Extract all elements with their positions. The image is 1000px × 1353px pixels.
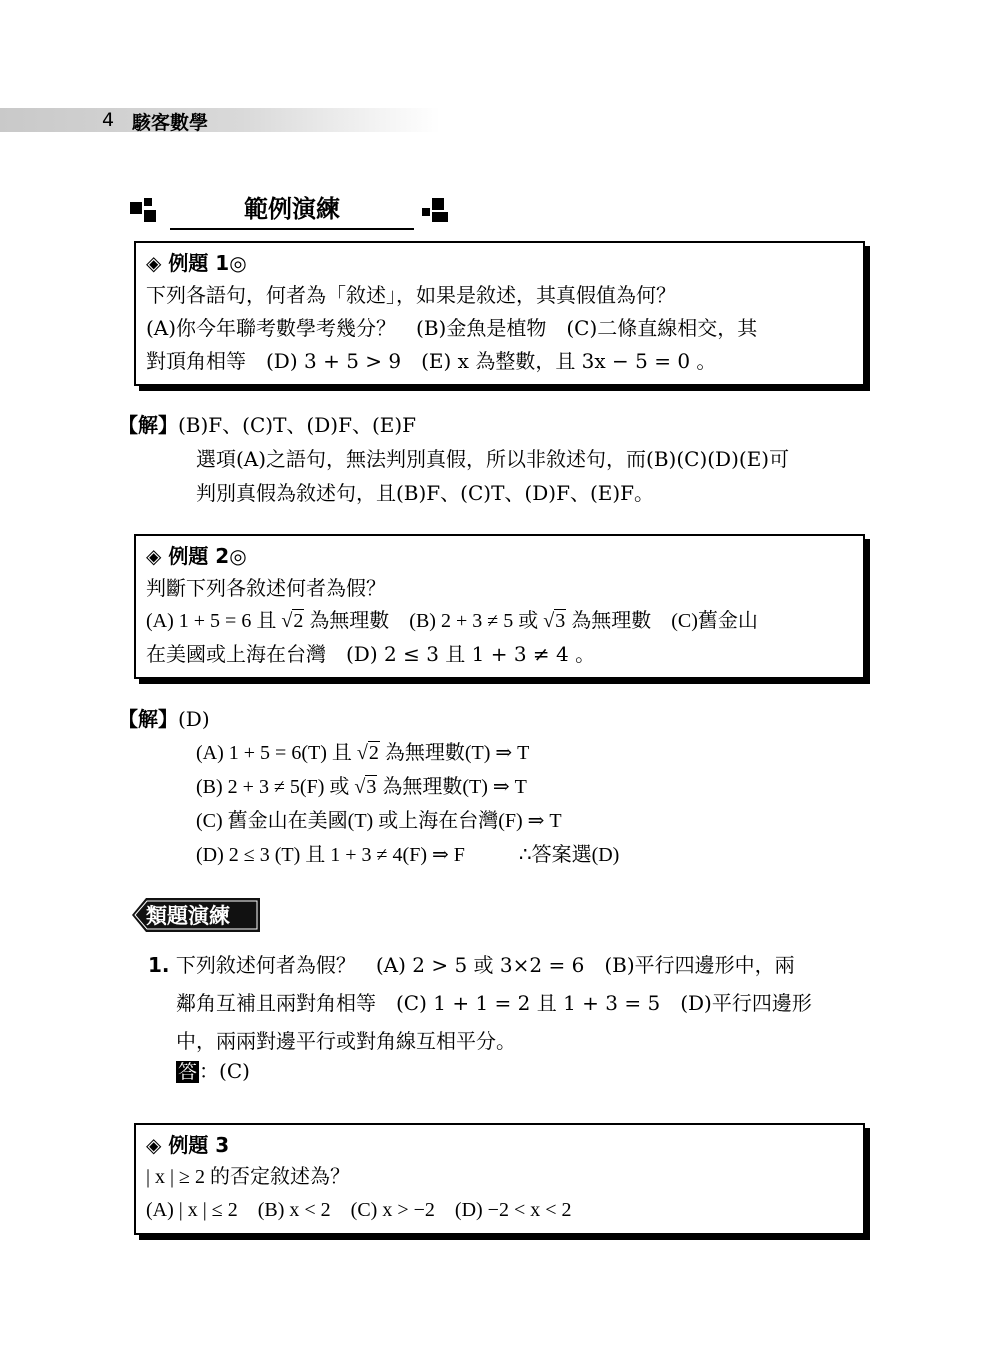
solution-line: 判別真假為敘述句，且(B)F、(C)T、(D)F、(E)F。: [196, 481, 655, 505]
book-title: 駭客數學: [132, 112, 209, 134]
practice-answer: [176, 1056, 250, 1086]
example-3-box: [134, 1123, 865, 1235]
solution-line: (D) 2 ≤ 3 (T) 且 1 + 3 ≠ 4(F) ⇒ F ∴答案選(D): [196, 844, 620, 866]
sqrt-sign: √2: [281, 610, 304, 632]
example-1-box: [134, 241, 865, 386]
running-header: [0, 108, 440, 132]
example-3-line: | x | ≥ 2 的否定敘述為？: [146, 1166, 350, 1188]
section-title: 範例演練: [170, 192, 414, 230]
example-2-line: 在美國或上海在台灣 (D) 2 ≤ 3 且 1 + 3 ≠ 4 。: [146, 642, 596, 666]
solution-answer: (B)F、(C)T、(D)F、(E)F: [178, 413, 417, 437]
practice-tab-label: 類題演練: [146, 903, 230, 928]
practice-question-1: [148, 946, 812, 1060]
example-1-line: 對頂角相等 (D) 3 + 5 > 9 (E) x 為整數，且 3x − 5 = 0 。: [146, 349, 717, 373]
example-1-line: (A)你今年聯考數學考幾分？ (B)金魚是植物 (C)二條直線相交，其: [146, 316, 758, 340]
example-1-title: ◈ 例題 1◎: [146, 251, 247, 275]
solution-label: 【解】: [118, 413, 178, 437]
square-ornament-left-icon: [130, 198, 158, 222]
example-2-line: (A) 1 + 5 = 6 且 √2 為無理數 (B) 2 + 3 ≠ 5 或 √3 為無理數 (C)舊金山: [146, 605, 855, 638]
solution-2: [118, 702, 619, 872]
sqrt-sign: √3: [543, 610, 566, 632]
practice-tab: [132, 898, 260, 932]
conclusion: ∴答案選(D): [518, 844, 620, 866]
solution-line: (C) 舊金山在美國(T) 或上海在台灣(F) ⇒ T: [196, 810, 562, 832]
answer-tag: 答: [178, 1061, 198, 1083]
question-number: 1.: [148, 953, 170, 977]
square-ornament-right-icon: [422, 198, 450, 222]
solution-line: (B) 2 + 3 ≠ 5(F) 或 √3 為無理數(T) ⇒ T: [118, 770, 619, 804]
solution-line: 選項(A)之語句，無法判別真假，所以非敘述句，而(B)(C)(D)(E)可: [196, 447, 790, 471]
sqrt-sign: √2: [356, 742, 379, 764]
example-3-line: (A) | x | ≤ 2 (B) x < 2 (C) x > −2 (D) −2 < x < 2: [146, 1199, 572, 1221]
question-line: 下列敘述何者為假？ (A) 2 > 5 或 3×2 = 6 (B)平行四邊形中，兩: [175, 953, 795, 977]
example-2-box: [134, 534, 865, 679]
example-2-title: ◈ 例題 2◎: [146, 544, 247, 568]
sqrt-sign: √3: [354, 776, 377, 798]
example-2-line: 判斷下列各敘述何者為假？: [146, 576, 386, 600]
question-line: 鄰角互補且兩對角相等 (C) 1 + 1 = 2 且 1 + 3 = 5 (D)平行四邊形: [176, 991, 812, 1015]
example-3-title: ◈ 例題 3: [146, 1133, 230, 1157]
page-number: 4: [102, 109, 115, 131]
solution-label: 【解】: [118, 707, 178, 731]
solution-line: (A) 1 + 5 = 6(T) 且 √2 為無理數(T) ⇒ T: [118, 736, 619, 770]
solution-answer: (D): [178, 707, 210, 731]
answer-text: ：(C): [199, 1059, 250, 1083]
question-line: 中，兩兩對邊平行或對角線互相平分。: [176, 1029, 516, 1053]
solution-1: [118, 408, 789, 510]
example-1-line: 下列各語句，何者為「敘述」，如果是敘述，其真假值為何？: [146, 283, 676, 307]
